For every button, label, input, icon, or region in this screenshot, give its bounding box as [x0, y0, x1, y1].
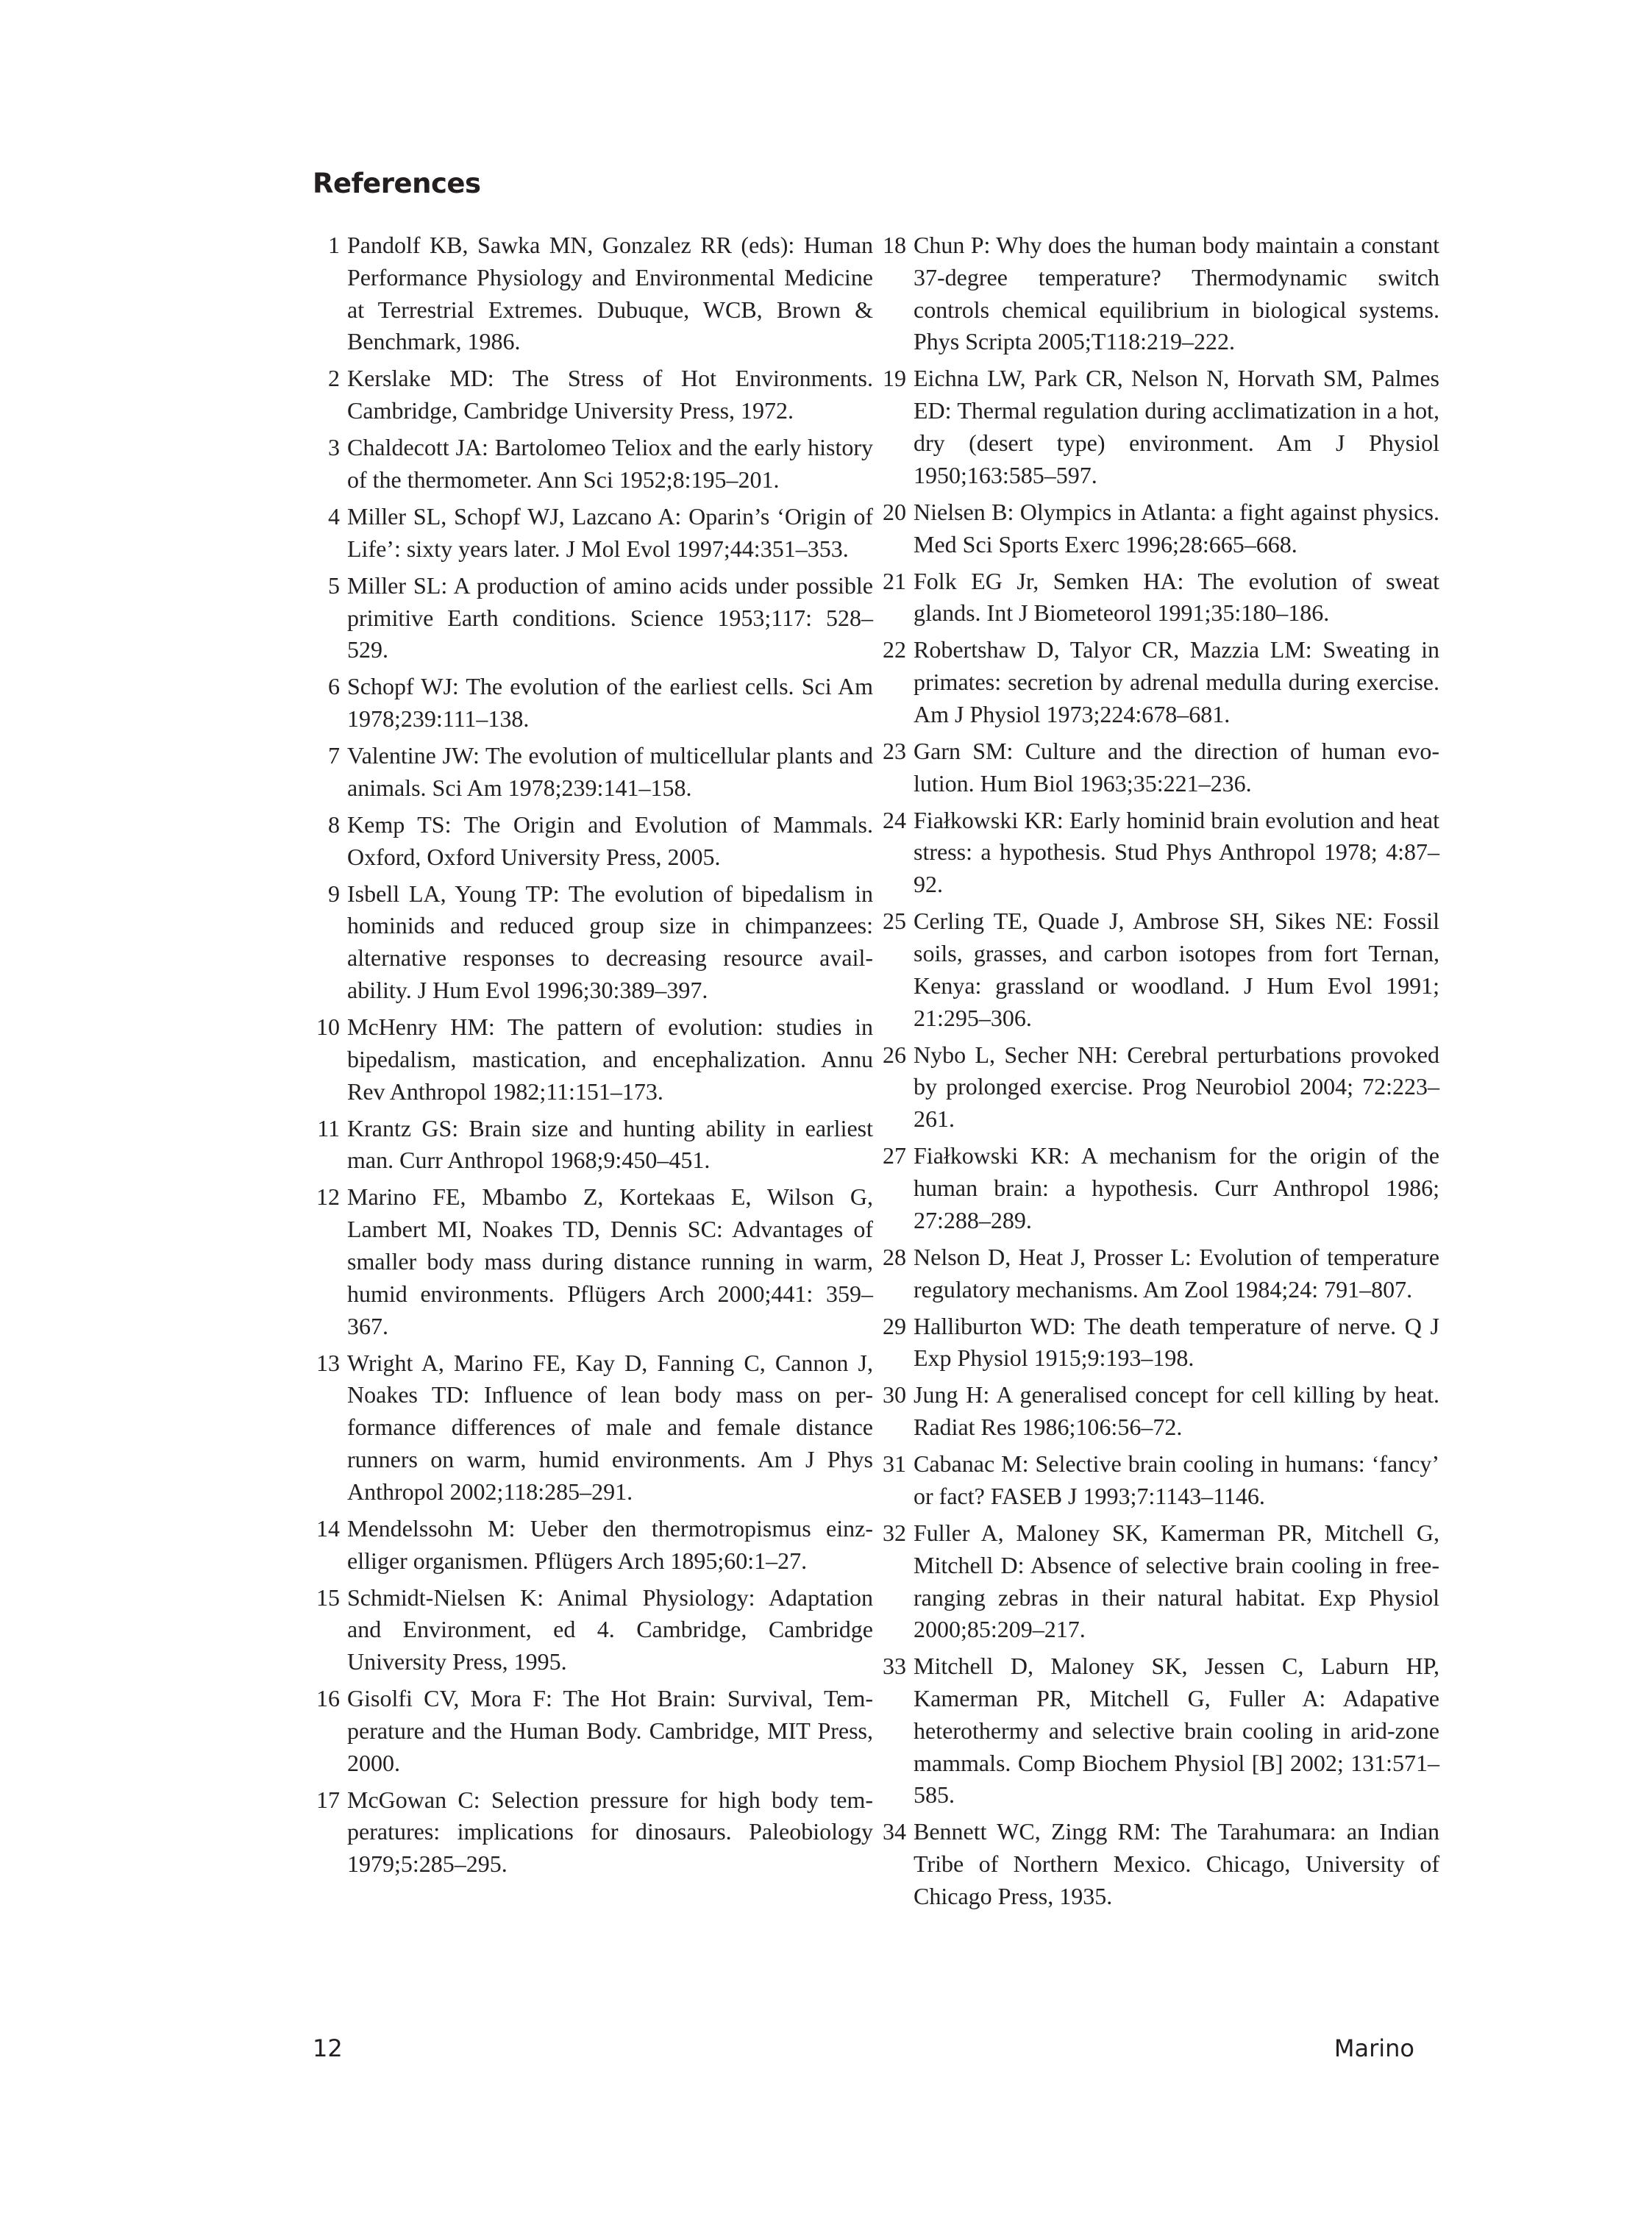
reference-item — [875, 1448, 1439, 1513]
reference-item — [309, 1113, 873, 1178]
reference-item — [875, 1140, 1439, 1236]
reference-text: Jung H: A generalised concept for cell killing by heat. Radiat Res 1986;106:56–72. — [914, 1381, 1439, 1441]
reference-number: 7 — [328, 742, 340, 769]
reference-item — [875, 1816, 1439, 1912]
reference-item — [309, 1582, 873, 1678]
reference-item — [309, 1683, 873, 1779]
reference-number: 3 — [328, 434, 340, 461]
reference-text: McGowan C: Selection pressure for high body temperatures: implications for dinosaurs. Paleobiology 1979;5:285–295. — [347, 1786, 873, 1878]
reference-item — [309, 878, 873, 1007]
reference-text: Eichna LW, Park CR, Nelson N, Horvath SM, Palmes ED: Thermal regulation during acclimatization in a hot, dry (desert type) environment. Am J Physiol 1950;163:585–597. — [914, 365, 1439, 488]
reference-text: Isbell LA, Young TP: The evolution of bipedalism in hominids and reduced group size in chimpanzees: alternative responses to decreasing resource availability. J Hum Evol 1996;30:389–397. — [347, 880, 873, 1004]
reference-number: 2 — [328, 365, 340, 392]
reference-item — [309, 1011, 873, 1108]
reference-number: 21 — [883, 567, 906, 594]
reference-number: 31 — [883, 1450, 906, 1478]
reference-item — [875, 805, 1439, 901]
page-number: 12 — [313, 2034, 343, 2062]
reference-number: 20 — [883, 498, 906, 525]
reference-text: Valentine JW: The evolution of multicellular plants and animals. Sci Am 1978;239:141–158. — [347, 742, 873, 801]
references-heading: References — [313, 168, 481, 199]
reference-number: 28 — [883, 1243, 906, 1270]
reference-number: 5 — [328, 571, 340, 599]
reference-number: 8 — [328, 810, 340, 838]
reference-number: 1 — [328, 232, 340, 258]
reference-text: Kemp TS: The Origin and Evolution of Mammals. Oxford, Oxford University Press, 2005. — [347, 810, 873, 870]
reference-number: 32 — [883, 1519, 906, 1546]
reference-number: 17 — [316, 1786, 340, 1813]
reference-text: Schmidt-Nielsen K: Animal Physiology: Adaptation and Environment, ed 4. Cambridge, Cambridge University Press, 1995. — [347, 1583, 873, 1675]
reference-number: 24 — [883, 806, 906, 833]
reference-text: Mendelssohn M: Ueber den thermotropismus einzelliger organismen. Pflügers Arch 1895;60:1–27. — [347, 1514, 873, 1574]
reference-number: 22 — [883, 636, 906, 663]
reference-text: Fiałkowski KR: A mechanism for the origin of the human brain: a hypothesis. Curr Anthropol 1986; 27:288–289. — [914, 1142, 1439, 1233]
reference-item — [309, 1181, 873, 1342]
reference-item — [875, 1039, 1439, 1136]
reference-number: 11 — [317, 1114, 340, 1141]
reference-text: Folk EG Jr, Semken HA: The evolution of sweat glands. Int J Biometeorol 1991;35:180–186. — [914, 567, 1439, 627]
reference-number: 27 — [883, 1142, 906, 1169]
reference-item — [309, 570, 873, 666]
reference-text: Kerslake MD: The Stress of Hot Environments. Cambridge, Cambridge University Press, 1972. — [347, 365, 873, 424]
reference-number: 23 — [883, 737, 906, 764]
reference-number: 26 — [883, 1041, 906, 1068]
reference-text: Bennett WC, Zingg RM: The Tarahumara: an Indian Tribe of Northern Mexico. Chicago, University of Chicago Press, 1935. — [914, 1818, 1439, 1910]
reference-item — [309, 501, 873, 566]
reference-item — [875, 1241, 1439, 1306]
reference-text: Garn SM: Culture and the direction of human evolution. Hum Biol 1963;35:221–236. — [914, 737, 1439, 797]
reference-item — [875, 229, 1439, 358]
reference-column-left — [309, 229, 873, 1885]
reference-column-right — [875, 229, 1439, 1917]
reference-text: Wright A, Marino FE, Kay D, Fanning C, Cannon J, Noakes TD: Influence of lean body mass on performance differences of male and female distance runners on warm, humid environments. Am J Phys Anthropol 2002;118:285–291. — [347, 1349, 873, 1505]
reference-item — [875, 735, 1439, 800]
reference-text: Krantz GS: Brain size and hunting ability in earliest man. Curr Anthropol 1968;9:450–451. — [347, 1114, 873, 1174]
reference-item — [309, 229, 873, 358]
reference-number: 6 — [328, 673, 340, 700]
reference-number: 16 — [316, 1685, 340, 1712]
reference-text: Chaldecott JA: Bartolomeo Teliox and the early history of the thermometer. Ann Sci 1952;8:195–201. — [347, 434, 873, 493]
reference-text: McHenry HM: The pattern of evolution: studies in bipedalism, mastication, and encephalization. Annu Rev Anthropol 1982;11:151–173. — [347, 1013, 873, 1105]
reference-number: 25 — [883, 908, 906, 935]
reference-number: 9 — [328, 880, 340, 907]
reference-text: Cabanac M: Selective brain cooling in humans: ‘fancy’ or fact? FASEB J 1993;7:1143–1146. — [914, 1450, 1439, 1509]
reference-number: 30 — [883, 1381, 906, 1408]
reference-text: Pandolf KB, Sawka MN, Gonzalez RR (eds): Human Performance Physiology and Environmental Medicine at Terrestrial Extremes. Dubuque, WCB, Brown & Benchmark, 1986. — [347, 232, 873, 355]
reference-number: 15 — [316, 1583, 340, 1611]
reference-item — [309, 1513, 873, 1578]
reference-text: Nybo L, Secher NH: Cerebral perturbations provoked by prolonged exercise. Prog Neurobiol 2004; 72:223–261. — [914, 1041, 1439, 1133]
reference-item — [309, 1347, 873, 1508]
reference-item — [309, 432, 873, 496]
reference-number: 33 — [883, 1653, 906, 1680]
reference-item — [875, 1311, 1439, 1375]
reference-item — [875, 1379, 1439, 1444]
running-author: Marino — [1334, 2034, 1414, 2062]
reference-number: 12 — [316, 1183, 340, 1211]
reference-text: Nielsen B: Olympics in Atlanta: a fight against physics. Med Sci Sports Exerc 1996;28:665–668. — [914, 498, 1439, 557]
reference-item — [875, 905, 1439, 1034]
reference-text: Robertshaw D, Talyor CR, Mazzia LM: Sweating in primates: secretion by adrenal medulla during exercise. Am J Physiol 1973;224:678–681. — [914, 636, 1439, 727]
reference-item — [875, 566, 1439, 630]
reference-text: Nelson D, Heat J, Prosser L: Evolution of temperature regulatory mechanisms. Am Zool 1984;24: 791–807. — [914, 1243, 1439, 1303]
reference-text: Gisolfi CV, Mora F: The Hot Brain: Survival, Temperature and the Human Body. Cambridge, MIT Press, 2000. — [347, 1685, 873, 1776]
reference-item — [875, 363, 1439, 491]
reference-text: Schopf WJ: The evolution of the earliest cells. Sci Am 1978;239:111–138. — [347, 673, 873, 733]
reference-number: 29 — [883, 1312, 906, 1339]
reference-number: 18 — [883, 232, 906, 258]
reference-item — [309, 363, 873, 427]
reference-number: 14 — [316, 1514, 340, 1542]
reference-item — [875, 1650, 1439, 1811]
reference-item — [875, 1517, 1439, 1646]
reference-item — [309, 740, 873, 805]
reference-text: Miller SL: A production of amino acids under possible primitive Earth conditions. Science 1953;117: 528–529. — [347, 571, 873, 663]
reference-item — [875, 496, 1439, 561]
reference-number: 10 — [316, 1013, 340, 1041]
reference-item — [309, 809, 873, 874]
reference-text: Fuller A, Maloney SK, Kamerman PR, Mitchell G, Mitchell D: Absence of selective brain cooling in free-ranging zebras in their natural habitat. Exp Physiol 2000;85:209–217. — [914, 1519, 1439, 1643]
reference-number: 34 — [883, 1818, 906, 1845]
reference-item — [309, 1784, 873, 1881]
reference-text: Miller SL, Schopf WJ, Lazcano A: Oparin’s ‘Origin of Life’: sixty years later. J Mol Evol 1997;44:351–353. — [347, 502, 873, 562]
reference-text: Mitchell D, Maloney SK, Jessen C, Laburn HP, Kamerman PR, Mitchell G, Fuller A: Adapative heterothermy and selective brain cooling in arid-zone mammals. Comp Biochem Physiol [B] 2002; 131:571–585. — [914, 1653, 1439, 1809]
reference-text: Fiałkowski KR: Early hominid brain evolution and heat stress: a hypothesis. Stud Phys Anthropol 1978; 4:87–92. — [914, 806, 1439, 898]
reference-item — [875, 634, 1439, 730]
reference-number: 19 — [883, 365, 906, 392]
reference-text: Chun P: Why does the human body maintain a constant 37-degree temperature? Thermodynamic switch controls chemical equilibrium in biological systems. Phys Scripta 2005;T118:219–222. — [914, 232, 1439, 355]
reference-text: Cerling TE, Quade J, Ambrose SH, Sikes NE: Fossil soils, grasses, and carbon isotopes from fort Ternan, Kenya: grassland or woodland. J Hum Evol 1991; 21:295–306. — [914, 908, 1439, 1031]
reference-text: Halliburton WD: The death temperature of nerve. Q J Exp Physiol 1915;9:193–198. — [914, 1312, 1439, 1372]
reference-item — [309, 671, 873, 735]
reference-number: 4 — [328, 502, 340, 530]
reference-number: 13 — [316, 1349, 340, 1376]
reference-text: Marino FE, Mbambo Z, Kortekaas E, Wilson G, Lambert MI, Noakes TD, Dennis SC: Advantages of smaller body mass during distance running in warm, humid environments. Pflügers Arch 2000;441: 359–367. — [347, 1183, 873, 1339]
